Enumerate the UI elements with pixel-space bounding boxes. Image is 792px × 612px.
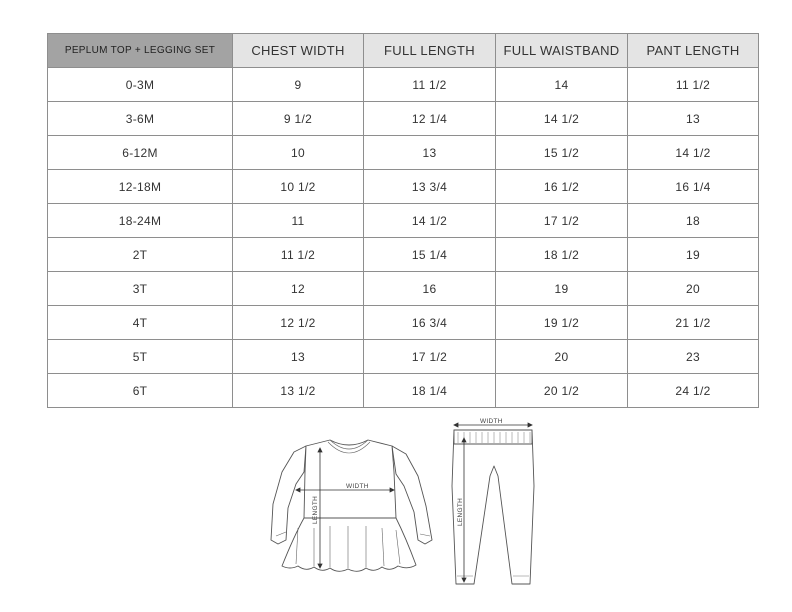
- cell-full-length: 16 3/4: [364, 306, 496, 340]
- cell-chest-width: 11: [233, 204, 364, 238]
- cell-size: 0-3M: [48, 68, 233, 102]
- cell-chest-width: 10 1/2: [233, 170, 364, 204]
- header-full-waistband: FULL WAISTBAND: [496, 34, 628, 68]
- cell-full-length: 15 1/4: [364, 238, 496, 272]
- top-length-label: LENGTH: [312, 495, 319, 524]
- cell-full-length: 18 1/4: [364, 374, 496, 408]
- header-row: [48, 34, 759, 68]
- cell-pant-length: 21 1/2: [628, 306, 759, 340]
- cell-size: 6T: [48, 374, 233, 408]
- cell-full-length: 14 1/2: [364, 204, 496, 238]
- cell-full-length: 16: [364, 272, 496, 306]
- cell-pant-length: 14 1/2: [628, 136, 759, 170]
- cell-pant-length: 19: [628, 238, 759, 272]
- cell-full-waistband: 18 1/2: [496, 238, 628, 272]
- cell-size: 5T: [48, 340, 233, 374]
- cell-pant-length: 24 1/2: [628, 374, 759, 408]
- table-row: [48, 204, 759, 238]
- leggings-illustration: [446, 416, 542, 588]
- cell-pant-length: 20: [628, 272, 759, 306]
- cell-full-length: 12 1/4: [364, 102, 496, 136]
- cell-chest-width: 9: [233, 68, 364, 102]
- cell-full-length: 13 3/4: [364, 170, 496, 204]
- cell-size: 4T: [48, 306, 233, 340]
- size-chart-table: [47, 33, 759, 408]
- cell-size: 12-18M: [48, 170, 233, 204]
- cell-full-length: 11 1/2: [364, 68, 496, 102]
- cell-chest-width: 13: [233, 340, 364, 374]
- leggings-width-label: WIDTH: [480, 418, 503, 425]
- cell-chest-width: 10: [233, 136, 364, 170]
- cell-full-length: 13: [364, 136, 496, 170]
- cell-full-waistband: 17 1/2: [496, 204, 628, 238]
- header-pant-length: PANT LENGTH: [628, 34, 759, 68]
- cell-full-waistband: 20 1/2: [496, 374, 628, 408]
- cell-pant-length: 16 1/4: [628, 170, 759, 204]
- cell-full-waistband: 15 1/2: [496, 136, 628, 170]
- table-row: [48, 102, 759, 136]
- header-chest-width: CHEST WIDTH: [233, 34, 364, 68]
- cell-full-waistband: 14 1/2: [496, 102, 628, 136]
- table-row: [48, 68, 759, 102]
- cell-pant-length: 18: [628, 204, 759, 238]
- peplum-top-illustration: [268, 432, 440, 580]
- table-row: [48, 136, 759, 170]
- table-row: [48, 306, 759, 340]
- cell-full-waistband: 19: [496, 272, 628, 306]
- cell-full-waistband: 14: [496, 68, 628, 102]
- cell-size: 6-12M: [48, 136, 233, 170]
- table-row: [48, 170, 759, 204]
- cell-size: 3-6M: [48, 102, 233, 136]
- cell-chest-width: 12 1/2: [233, 306, 364, 340]
- cell-full-length: 17 1/2: [364, 340, 496, 374]
- header-full-length: FULL LENGTH: [364, 34, 496, 68]
- top-width-label: WIDTH: [346, 483, 369, 490]
- cell-full-waistband: 19 1/2: [496, 306, 628, 340]
- cell-chest-width: 12: [233, 272, 364, 306]
- cell-chest-width: 13 1/2: [233, 374, 364, 408]
- cell-full-waistband: 16 1/2: [496, 170, 628, 204]
- cell-full-waistband: 20: [496, 340, 628, 374]
- cell-size: 18-24M: [48, 204, 233, 238]
- header-garment-set: PEPLUM TOP + LEGGING SET: [48, 34, 233, 68]
- cell-pant-length: 13: [628, 102, 759, 136]
- cell-chest-width: 9 1/2: [233, 102, 364, 136]
- table-row: [48, 374, 759, 408]
- cell-size: 2T: [48, 238, 233, 272]
- table-row: [48, 238, 759, 272]
- leggings-drawing: [446, 416, 542, 588]
- peplum-top-drawing: [268, 432, 440, 580]
- cell-pant-length: 11 1/2: [628, 68, 759, 102]
- cell-size: 3T: [48, 272, 233, 306]
- cell-pant-length: 23: [628, 340, 759, 374]
- table-row: [48, 272, 759, 306]
- leggings-length-label: LENGTH: [457, 497, 464, 526]
- table-row: [48, 340, 759, 374]
- cell-chest-width: 11 1/2: [233, 238, 364, 272]
